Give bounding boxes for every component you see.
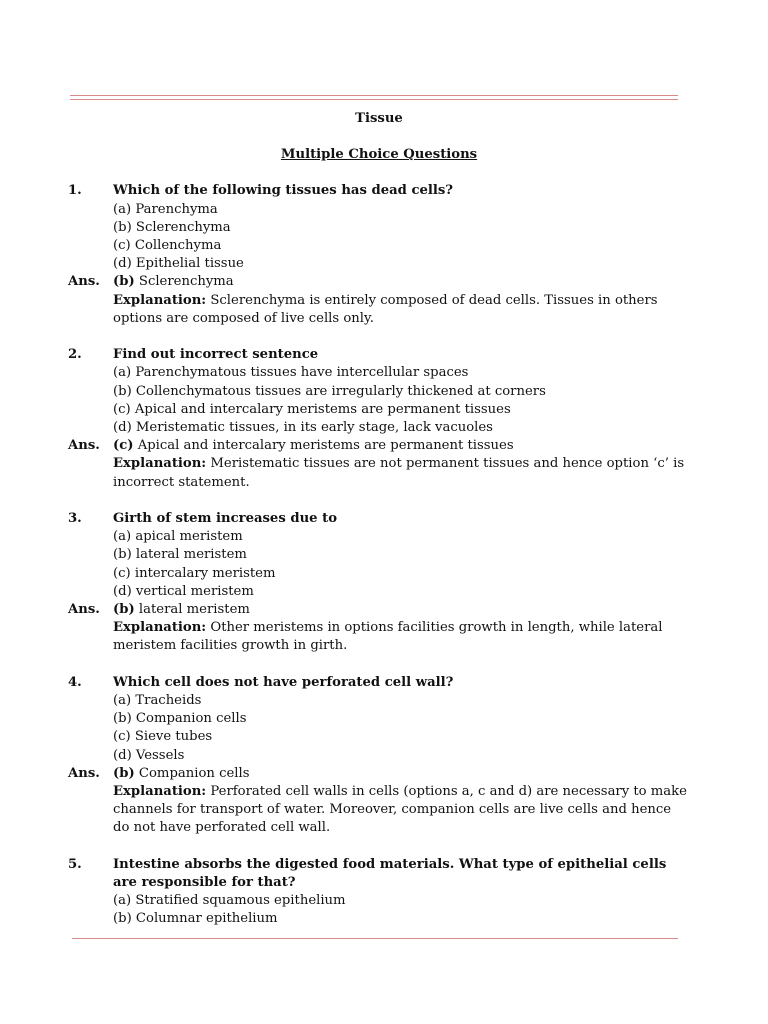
document-body: [68, 110, 690, 947]
question-number: 3.: [68, 511, 82, 526]
option: (c) Sieve tubes: [113, 729, 213, 745]
option: (a) Stratified squamous epithelium: [113, 893, 346, 909]
answer-key: (b): [113, 602, 135, 618]
question-3: [68, 510, 690, 656]
explanation-label: Explanation:: [113, 456, 207, 472]
answer-row: [68, 273, 690, 328]
option: (d) Epithelial tissue: [113, 256, 244, 272]
question-text: Which of the following tissues has dead cells?: [113, 183, 454, 199]
answer-text: lateral meristem: [138, 602, 250, 618]
footer-rule: [72, 938, 678, 939]
question-number: 1.: [68, 183, 82, 199]
answer-text: Sclerenchyma: [138, 274, 234, 290]
answer-key: (c): [113, 438, 134, 454]
question-text: Girth of stem increases due to: [113, 511, 338, 526]
question-text: Find out incorrect sentence: [113, 347, 319, 363]
question-2: [68, 346, 690, 492]
answer-label: Ans.: [68, 438, 100, 454]
explanation-text: Meristematic tissues are not permanent tissues and hence option ‘c’ is incorrect statement.: [113, 456, 685, 490]
answer-row: [68, 437, 690, 492]
option: (b) Columnar epithelium: [113, 911, 278, 927]
answer-row: [68, 765, 690, 838]
option: (b) Collenchymatous tissues are irregularly thickened at corners: [113, 383, 546, 399]
question-5: [68, 856, 690, 929]
question-number: 4.: [68, 674, 82, 690]
answer-row: [68, 601, 690, 656]
option: (b) lateral meristem: [113, 547, 247, 563]
answer-label: Ans.: [68, 602, 100, 618]
option: (b) Sclerenchyma: [113, 219, 231, 235]
option: (d) vertical meristem: [113, 583, 254, 599]
question-4: [68, 674, 690, 838]
option: (d) Vessels: [113, 747, 185, 763]
section-heading: Multiple Choice Questions: [280, 147, 478, 163]
explanation-label: Explanation:: [113, 620, 207, 636]
question-number: 2.: [68, 347, 82, 363]
question-text: Intestine absorbs the digested food materials. What type of epithelial cells are responsible for that?: [113, 856, 667, 891]
explanation-text: Sclerenchyma is entirely composed of dead cells. Tissues in others options are composed of live cells only.: [113, 292, 658, 326]
question-1: [68, 182, 690, 328]
answer-label: Ans.: [68, 765, 100, 781]
answer-key: (b): [113, 274, 135, 290]
explanation-text: Perforated cell walls in cells (options a, c and d) are necessary to make channels for transport of water. Moreover, companion cells are live cells and hence do not have perforated cell wall.: [113, 784, 687, 836]
option: (d) Meristematic tissues, in its early stage, lack vacuoles: [113, 420, 493, 435]
page-title: Tissue: [355, 111, 403, 126]
option: (a) Parenchymatous tissues have intercellular spaces: [113, 365, 469, 381]
option: (c) Collenchyma: [113, 237, 222, 253]
explanation-label: Explanation:: [113, 292, 207, 308]
explanation-text: Other meristems in options facilities growth in length, while lateral meristem facilities growth in girth.: [113, 620, 663, 654]
option: (a) apical meristem: [113, 529, 243, 545]
option: (b) Companion cells: [113, 711, 247, 727]
explanation-label: Explanation:: [113, 784, 207, 800]
option: (c) Apical and intercalary meristems are permanent tissues: [113, 401, 511, 417]
question-text: Which cell does not have perforated cell wall?: [113, 674, 454, 690]
question-number: 5.: [68, 856, 82, 872]
answer-text: Apical and intercalary meristems are permanent tissues: [137, 438, 514, 454]
option: (c) intercalary meristem: [113, 565, 276, 581]
answer-key: (b): [113, 765, 135, 781]
option: (a) Tracheids: [113, 693, 202, 709]
answer-text: Companion cells: [138, 765, 250, 781]
answer-label: Ans.: [68, 274, 100, 290]
header-rule: [70, 95, 678, 100]
option: (a) Parenchyma: [113, 201, 218, 217]
